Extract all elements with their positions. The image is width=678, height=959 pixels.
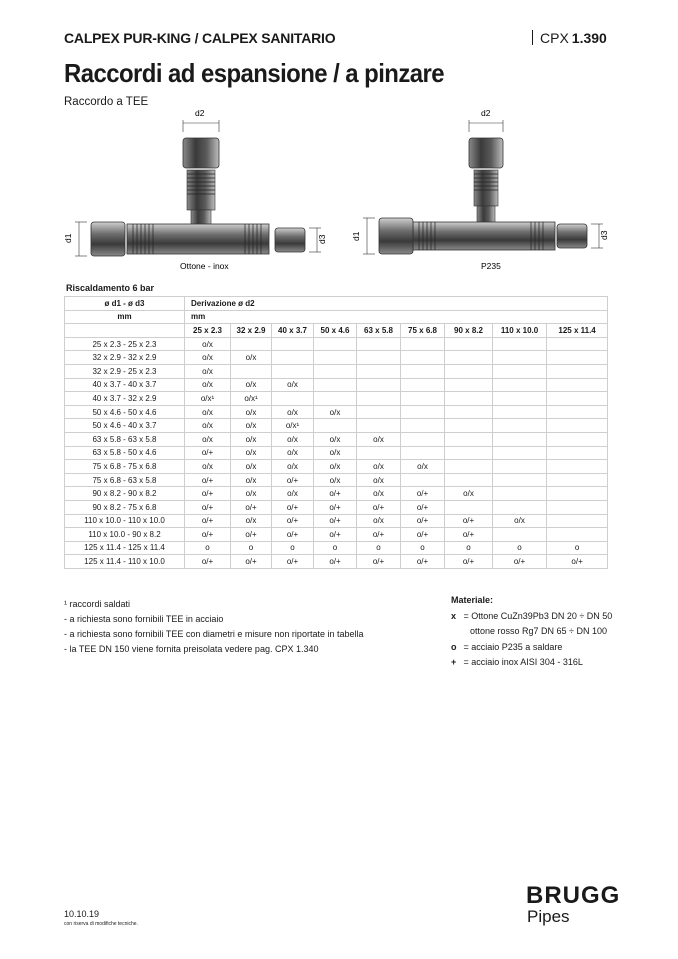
table-cell: o/x (357, 473, 401, 487)
caption-right: P235 (481, 261, 501, 271)
table-cell: o/x (185, 460, 231, 474)
logo-brand: BRUGG (526, 882, 621, 909)
table-cell (547, 514, 608, 528)
table-row (65, 514, 608, 528)
table-cell: o/x (231, 378, 272, 392)
table-cell: o/x¹ (185, 392, 231, 406)
table-cell: o/x (231, 432, 272, 446)
dim-d1-left: d1 (63, 233, 73, 243)
table-cell: o/+ (401, 528, 445, 542)
table-cell: o (445, 541, 493, 555)
table-cell: o/+ (185, 555, 231, 569)
table-cell: o/x (272, 378, 314, 392)
column-header: 90 x 8.2 (445, 324, 493, 338)
table-row (65, 432, 608, 446)
table-cell (547, 500, 608, 514)
table-cell: o/x (445, 487, 493, 501)
table-cell: o/x (185, 405, 231, 419)
row-label: 75 x 6.8 - 63 x 5.8 (65, 473, 185, 487)
table-cell (445, 500, 493, 514)
section-title: Riscaldamento 6 bar (66, 283, 155, 293)
table-cell (401, 364, 445, 378)
table-cell: o/+ (401, 555, 445, 569)
table-cell: o/x (185, 378, 231, 392)
table-row (65, 392, 608, 406)
table-cell: o (314, 541, 357, 555)
table-cell: o/x¹ (231, 392, 272, 406)
notes (64, 597, 363, 657)
table-cell: o/x (314, 473, 357, 487)
table-cell: o/x (231, 514, 272, 528)
table-cell: o/+ (357, 555, 401, 569)
row-label: 25 x 2.3 - 25 x 2.3 (65, 337, 185, 351)
row-label: 32 x 2.9 - 32 x 2.9 (65, 351, 185, 365)
table-cell (445, 364, 493, 378)
table-cell: o/x (231, 473, 272, 487)
table-row (65, 378, 608, 392)
table-cell (231, 337, 272, 351)
table-cell (493, 364, 547, 378)
column-header: 110 x 10.0 (493, 324, 547, 338)
table-cell: o/+ (185, 473, 231, 487)
table-cell: o/+ (272, 514, 314, 528)
table-cell (314, 351, 357, 365)
table-cell: o/+ (357, 500, 401, 514)
page-code-prefix: CPX (540, 30, 569, 46)
page-subtitle: Raccordo a TEE (64, 96, 149, 108)
table-cell (314, 364, 357, 378)
table-cell: o/x (231, 460, 272, 474)
table-cell: o/x (272, 432, 314, 446)
column-header: 40 x 3.7 (272, 324, 314, 338)
table-cell: o/+ (185, 528, 231, 542)
row-label: 50 x 4.6 - 50 x 4.6 (65, 405, 185, 419)
col1-unit: mm (65, 310, 185, 324)
table-cell (547, 432, 608, 446)
table-cell (231, 364, 272, 378)
table-cell: o/x¹ (272, 419, 314, 433)
table-cell (272, 351, 314, 365)
table-cell (493, 487, 547, 501)
table-cell: o/+ (185, 514, 231, 528)
table-cell (493, 405, 547, 419)
table-row (65, 337, 608, 351)
table-cell: o/x (401, 460, 445, 474)
logo-sub: Pipes (527, 907, 570, 926)
dim-d1-right: d1 (351, 231, 361, 241)
table-cell (401, 432, 445, 446)
row-label: 90 x 8.2 - 75 x 6.8 (65, 500, 185, 514)
page-code (532, 30, 607, 46)
table-cell: o/x (185, 351, 231, 365)
table-cell (547, 392, 608, 406)
row-label: 40 x 3.7 - 32 x 2.9 (65, 392, 185, 406)
note-4: - la TEE DN 150 viene fornita preisolata vedere pag. CPX 1.340 (64, 644, 319, 654)
table-cell: o/x (231, 446, 272, 460)
material-x-line2: ottone rosso Rg7 DN 65 ÷ DN 100 (470, 626, 608, 636)
dim-d2-left: d2 (195, 108, 205, 118)
table-row (65, 541, 608, 555)
table-cell: o/+ (185, 500, 231, 514)
row-label: 125 x 11.4 - 125 x 11.4 (65, 541, 185, 555)
table-cell (493, 337, 547, 351)
table-cell: o/+ (357, 528, 401, 542)
table-cell: o/+ (314, 500, 357, 514)
column-header: 125 x 11.4 (547, 324, 608, 338)
table-cell: o/+ (272, 473, 314, 487)
material-x-line1: = Ottone CuZn39Pb3 DN 20 ÷ DN 50 (463, 610, 613, 621)
table-cell (493, 500, 547, 514)
table-cell (357, 419, 401, 433)
table-cell: o/x (493, 514, 547, 528)
table-cell: o/+ (314, 555, 357, 569)
table-cell (272, 392, 314, 406)
table-cell: o/x (231, 351, 272, 365)
table-cell (357, 392, 401, 406)
table-cell (547, 460, 608, 474)
table-cell: o/x (357, 432, 401, 446)
table-cell (493, 392, 547, 406)
table-cell: o/x (314, 446, 357, 460)
table-cell (547, 473, 608, 487)
table-row (65, 487, 608, 501)
key-o: o (451, 641, 457, 652)
table-cell: o/x (357, 487, 401, 501)
table-cell (547, 351, 608, 365)
note-2: - a richiesta sono fornibili TEE in acciaio (64, 614, 224, 624)
table-cell: o/x (185, 337, 231, 351)
table-cell (272, 364, 314, 378)
page-code-number: 1.390 (571, 30, 607, 46)
table-cell: o/+ (231, 500, 272, 514)
table-row (65, 528, 608, 542)
table-cell (357, 378, 401, 392)
table-cell (314, 378, 357, 392)
material-plus-line: = acciaio inox AISI 304 - 316L (463, 657, 583, 667)
row-label: 75 x 6.8 - 75 x 6.8 (65, 460, 185, 474)
table-cell: o/+ (272, 500, 314, 514)
table-cell: o (231, 541, 272, 555)
table-cell (272, 337, 314, 351)
table-cell (493, 351, 547, 365)
table-cell (445, 405, 493, 419)
table-cell: o/x (272, 487, 314, 501)
table-cell (445, 392, 493, 406)
table-cell (493, 473, 547, 487)
table-row (65, 419, 608, 433)
table-row (65, 460, 608, 474)
dim-d3-left: d3 (317, 234, 327, 244)
caption-left: Ottone - inox (180, 261, 229, 271)
row-label: 50 x 4.6 - 40 x 3.7 (65, 419, 185, 433)
table-cell (401, 337, 445, 351)
table-row (65, 500, 608, 514)
material-o-line: = acciaio P235 a saldare (463, 641, 563, 652)
column-header-row (65, 324, 608, 338)
table-cell (314, 337, 357, 351)
row-label: 40 x 3.7 - 40 x 3.7 (65, 378, 185, 392)
table-cell: o (493, 541, 547, 555)
table-row (65, 555, 608, 569)
table-cell (401, 405, 445, 419)
col1-header: ø d1 - ø d3 (65, 297, 185, 311)
group-header: Derivazione ø d2 (185, 297, 608, 311)
table-cell: o/x (272, 460, 314, 474)
table-cell (357, 337, 401, 351)
table-cell: o/x (231, 419, 272, 433)
table-cell: o/+ (231, 528, 272, 542)
table-cell (357, 405, 401, 419)
table-cell: o/x (231, 487, 272, 501)
table-cell (547, 337, 608, 351)
table-cell: o/x (357, 514, 401, 528)
table-cell (314, 419, 357, 433)
table-cell: o/x (185, 364, 231, 378)
table-cell (493, 378, 547, 392)
column-header: 25 x 2.3 (185, 324, 231, 338)
table-cell (547, 487, 608, 501)
table-row (65, 473, 608, 487)
row-label: 110 x 10.0 - 90 x 8.2 (65, 528, 185, 542)
table-cell: o (547, 541, 608, 555)
table-cell: o/+ (272, 555, 314, 569)
row-label: 63 x 5.8 - 50 x 4.6 (65, 446, 185, 460)
table-cell: o/+ (231, 555, 272, 569)
table-cell: o (401, 541, 445, 555)
table-cell: o/+ (401, 500, 445, 514)
tee-fittings-figure (55, 104, 625, 282)
table-cell: o/x (272, 405, 314, 419)
blank-cell (65, 324, 185, 338)
table-cell: o (357, 541, 401, 555)
key-x: x (451, 610, 457, 621)
table-cell (401, 378, 445, 392)
table-cell (357, 364, 401, 378)
table-cell: o/+ (445, 528, 493, 542)
table-row (65, 405, 608, 419)
table-cell: o/+ (272, 528, 314, 542)
table-cell: o/x (185, 432, 231, 446)
table-cell (445, 378, 493, 392)
table-cell: o (272, 541, 314, 555)
page-title: Raccordi ad espansione / a pinzare (64, 58, 445, 88)
table-cell (493, 460, 547, 474)
tee-steel-p235 (351, 108, 609, 271)
table-cell: o/x (357, 460, 401, 474)
column-header: 50 x 4.6 (314, 324, 357, 338)
table-cell: o/+ (401, 487, 445, 501)
table-cell: o/+ (185, 487, 231, 501)
table-cell: o/x (314, 432, 357, 446)
table-cell: o/+ (401, 514, 445, 528)
table-cell (547, 364, 608, 378)
table-cell (401, 419, 445, 433)
table-cell (401, 446, 445, 460)
table-cell (445, 473, 493, 487)
table-row (65, 446, 608, 460)
table-row (65, 351, 608, 365)
table-cell (401, 351, 445, 365)
table-cell (445, 432, 493, 446)
table-cell (445, 460, 493, 474)
tee-brass-inox (63, 108, 327, 271)
row-label: 32 x 2.9 - 25 x 2.3 (65, 364, 185, 378)
materials-legend (451, 593, 612, 671)
table-cell: o (185, 541, 231, 555)
divider (532, 30, 533, 45)
product-title: CALPEX PUR-KING / CALPEX SANITARIO (64, 30, 336, 46)
table-cell (547, 419, 608, 433)
table-cell: o/+ (445, 514, 493, 528)
table-cell (357, 446, 401, 460)
key-plus: + (451, 657, 457, 667)
fittings-table (64, 296, 608, 569)
table-cell: o/+ (547, 555, 608, 569)
column-header: 75 x 6.8 (401, 324, 445, 338)
row-label: 110 x 10.0 - 110 x 10.0 (65, 514, 185, 528)
row-label: 63 x 5.8 - 63 x 5.8 (65, 432, 185, 446)
table-cell: o/+ (314, 487, 357, 501)
table-cell: o/+ (445, 555, 493, 569)
table-row (65, 364, 608, 378)
table-cell (547, 446, 608, 460)
table-cell (493, 432, 547, 446)
table-cell (547, 378, 608, 392)
table-cell (493, 419, 547, 433)
table-cell (547, 528, 608, 542)
table-cell: o/x (314, 460, 357, 474)
table-cell (445, 351, 493, 365)
column-header: 32 x 2.9 (231, 324, 272, 338)
materials-title: Materiale: (451, 595, 494, 605)
group-unit: mm (185, 310, 608, 324)
table-cell (547, 405, 608, 419)
dim-d3-right: d3 (599, 230, 609, 240)
table-cell (445, 419, 493, 433)
table-cell (493, 446, 547, 460)
table-cell (445, 337, 493, 351)
table-cell: o/+ (314, 514, 357, 528)
table-cell: o/+ (185, 446, 231, 460)
table-cell (357, 351, 401, 365)
footer-disclaimer: con riserva di modifiche tecniche. (64, 921, 138, 927)
row-label: 90 x 8.2 - 90 x 8.2 (65, 487, 185, 501)
table-cell: o/x (185, 419, 231, 433)
table-cell: o/+ (314, 528, 357, 542)
footer-date: 10.10.19 (64, 909, 100, 919)
table-cell (493, 528, 547, 542)
table-cell (445, 446, 493, 460)
dim-d2-right: d2 (481, 108, 491, 118)
note-3: - a richiesta sono fornibili TEE con diametri e misure non riportate in tabella (64, 629, 364, 639)
table-cell: o/+ (493, 555, 547, 569)
table-cell (314, 392, 357, 406)
table-cell: o/x (231, 405, 272, 419)
column-header: 63 x 5.8 (357, 324, 401, 338)
brugg-logo (526, 884, 620, 926)
note-1: ¹ raccordi saldati (64, 599, 131, 609)
table-cell (401, 392, 445, 406)
table-cell: o/x (272, 446, 314, 460)
table-cell: o/x (314, 405, 357, 419)
table-cell (401, 473, 445, 487)
row-label: 125 x 11.4 - 110 x 10.0 (65, 555, 185, 569)
